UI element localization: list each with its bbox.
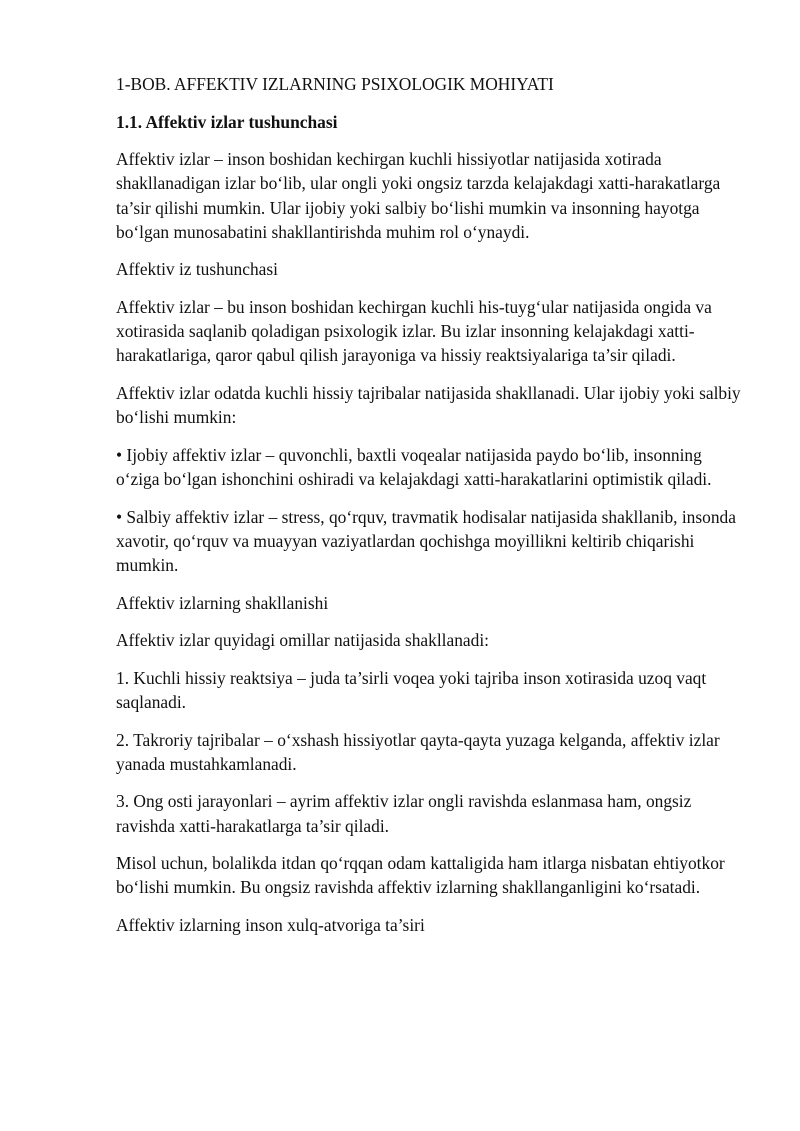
concept-paragraph: Affektiv izlar – bu inson boshidan kechirgan kuchli his-tuyg‘ular natijasida ongida va xotirasida saqlanib qoladigan psixologik izlar. Bu izlar insonning kelajakdagi xatti-harakatlariga, qaror qabul qilish jarayoniga va hissiy reaktsiyalariga ta’sir qiladi. — [116, 296, 712, 366]
subheading-formation: Affektiv izlarning shakllanishi — [116, 592, 329, 613]
subheading-behavior: Affektiv izlarning inson xulq-atvoriga ta’siri — [116, 914, 425, 935]
example-paragraph: Misol uchun, bolalikda itdan qo‘rqqan odam kattaligida ham itlarga nisbatan ehtiyotkor bo‘lishi mumkin. Bu ongsiz ravishda affektiv izlarning shakllanganligini ko‘rsatadi. — [116, 853, 725, 898]
formation-intro-paragraph: Affektiv izlar quyidagi omillar natijasida shakllanadi: — [116, 630, 489, 651]
bullet-item-negative: • Salbiy affektiv izlar – stress, qo‘rquv, travmatik hodisalar natijasida shakllanib, insonda xavotir, qo‘rquv va muayyan vaziyatlardan qochishga moyillikni keltirib chiqarishi mumkin. — [116, 506, 736, 575]
numbered-item-1: 1. Kuchli hissiy reaktsiya – juda ta’sirli voqea yoki tajriba inson xotirasida uzoq vaqt saqlanadi. — [116, 667, 707, 712]
numbered-item-3: 3. Ong osti jarayonlari – ayrim affektiv izlar ongli ravishda eslanmasa ham, ongsiz ravishda xatti-harakatlarga ta’sir qiladi. — [116, 791, 692, 836]
intro-paragraph: Affektiv izlar – inson boshidan kechirgan kuchli hissiyotlar natijasida xotirada shakllanadigan izlar bo‘lib, ular ongli yoki ongsiz tarzda kelajakdagi xatti-harakatlarga ta’sir qilishi mumkin. Ular ijobiy yoki salbiy bo‘lishi mumkin va insonning hayotga bo‘lgan munosabatini shakllantirishda muhim rol o‘ynaydi. — [116, 149, 721, 242]
bullet-item-positive: • Ijobiy affektiv izlar – quvonchli, baxtli voqealar natijasida paydo bo‘lib, insonning o‘ziga bo‘lgan ishonchini oshiradi va kelajakdagi xatti-harakatlarini optimistik qiladi. — [116, 444, 712, 489]
types-intro-paragraph: Affektiv izlar odatda kuchli hissiy tajribalar natijasida shakllanadi. Ular ijobiy yoki salbiy bo‘lishi mumkin: — [116, 382, 741, 428]
section-title: 1.1. Affektiv izlar tushunchasi — [116, 111, 338, 132]
subheading-concept: Affektiv iz tushunchasi — [116, 259, 278, 280]
document-body — [116, 72, 744, 951]
numbered-item-2: 2. Takroriy tajribalar – o‘xshash hissiyotlar qayta-qayta yuzaga kelganda, affektiv izlar yanada mustahkamlanadi. — [116, 729, 720, 774]
chapter-title: 1-BOB. AFFEKTIV IZLARNING PSIXOLOGIK MOHIYATI — [116, 74, 554, 94]
